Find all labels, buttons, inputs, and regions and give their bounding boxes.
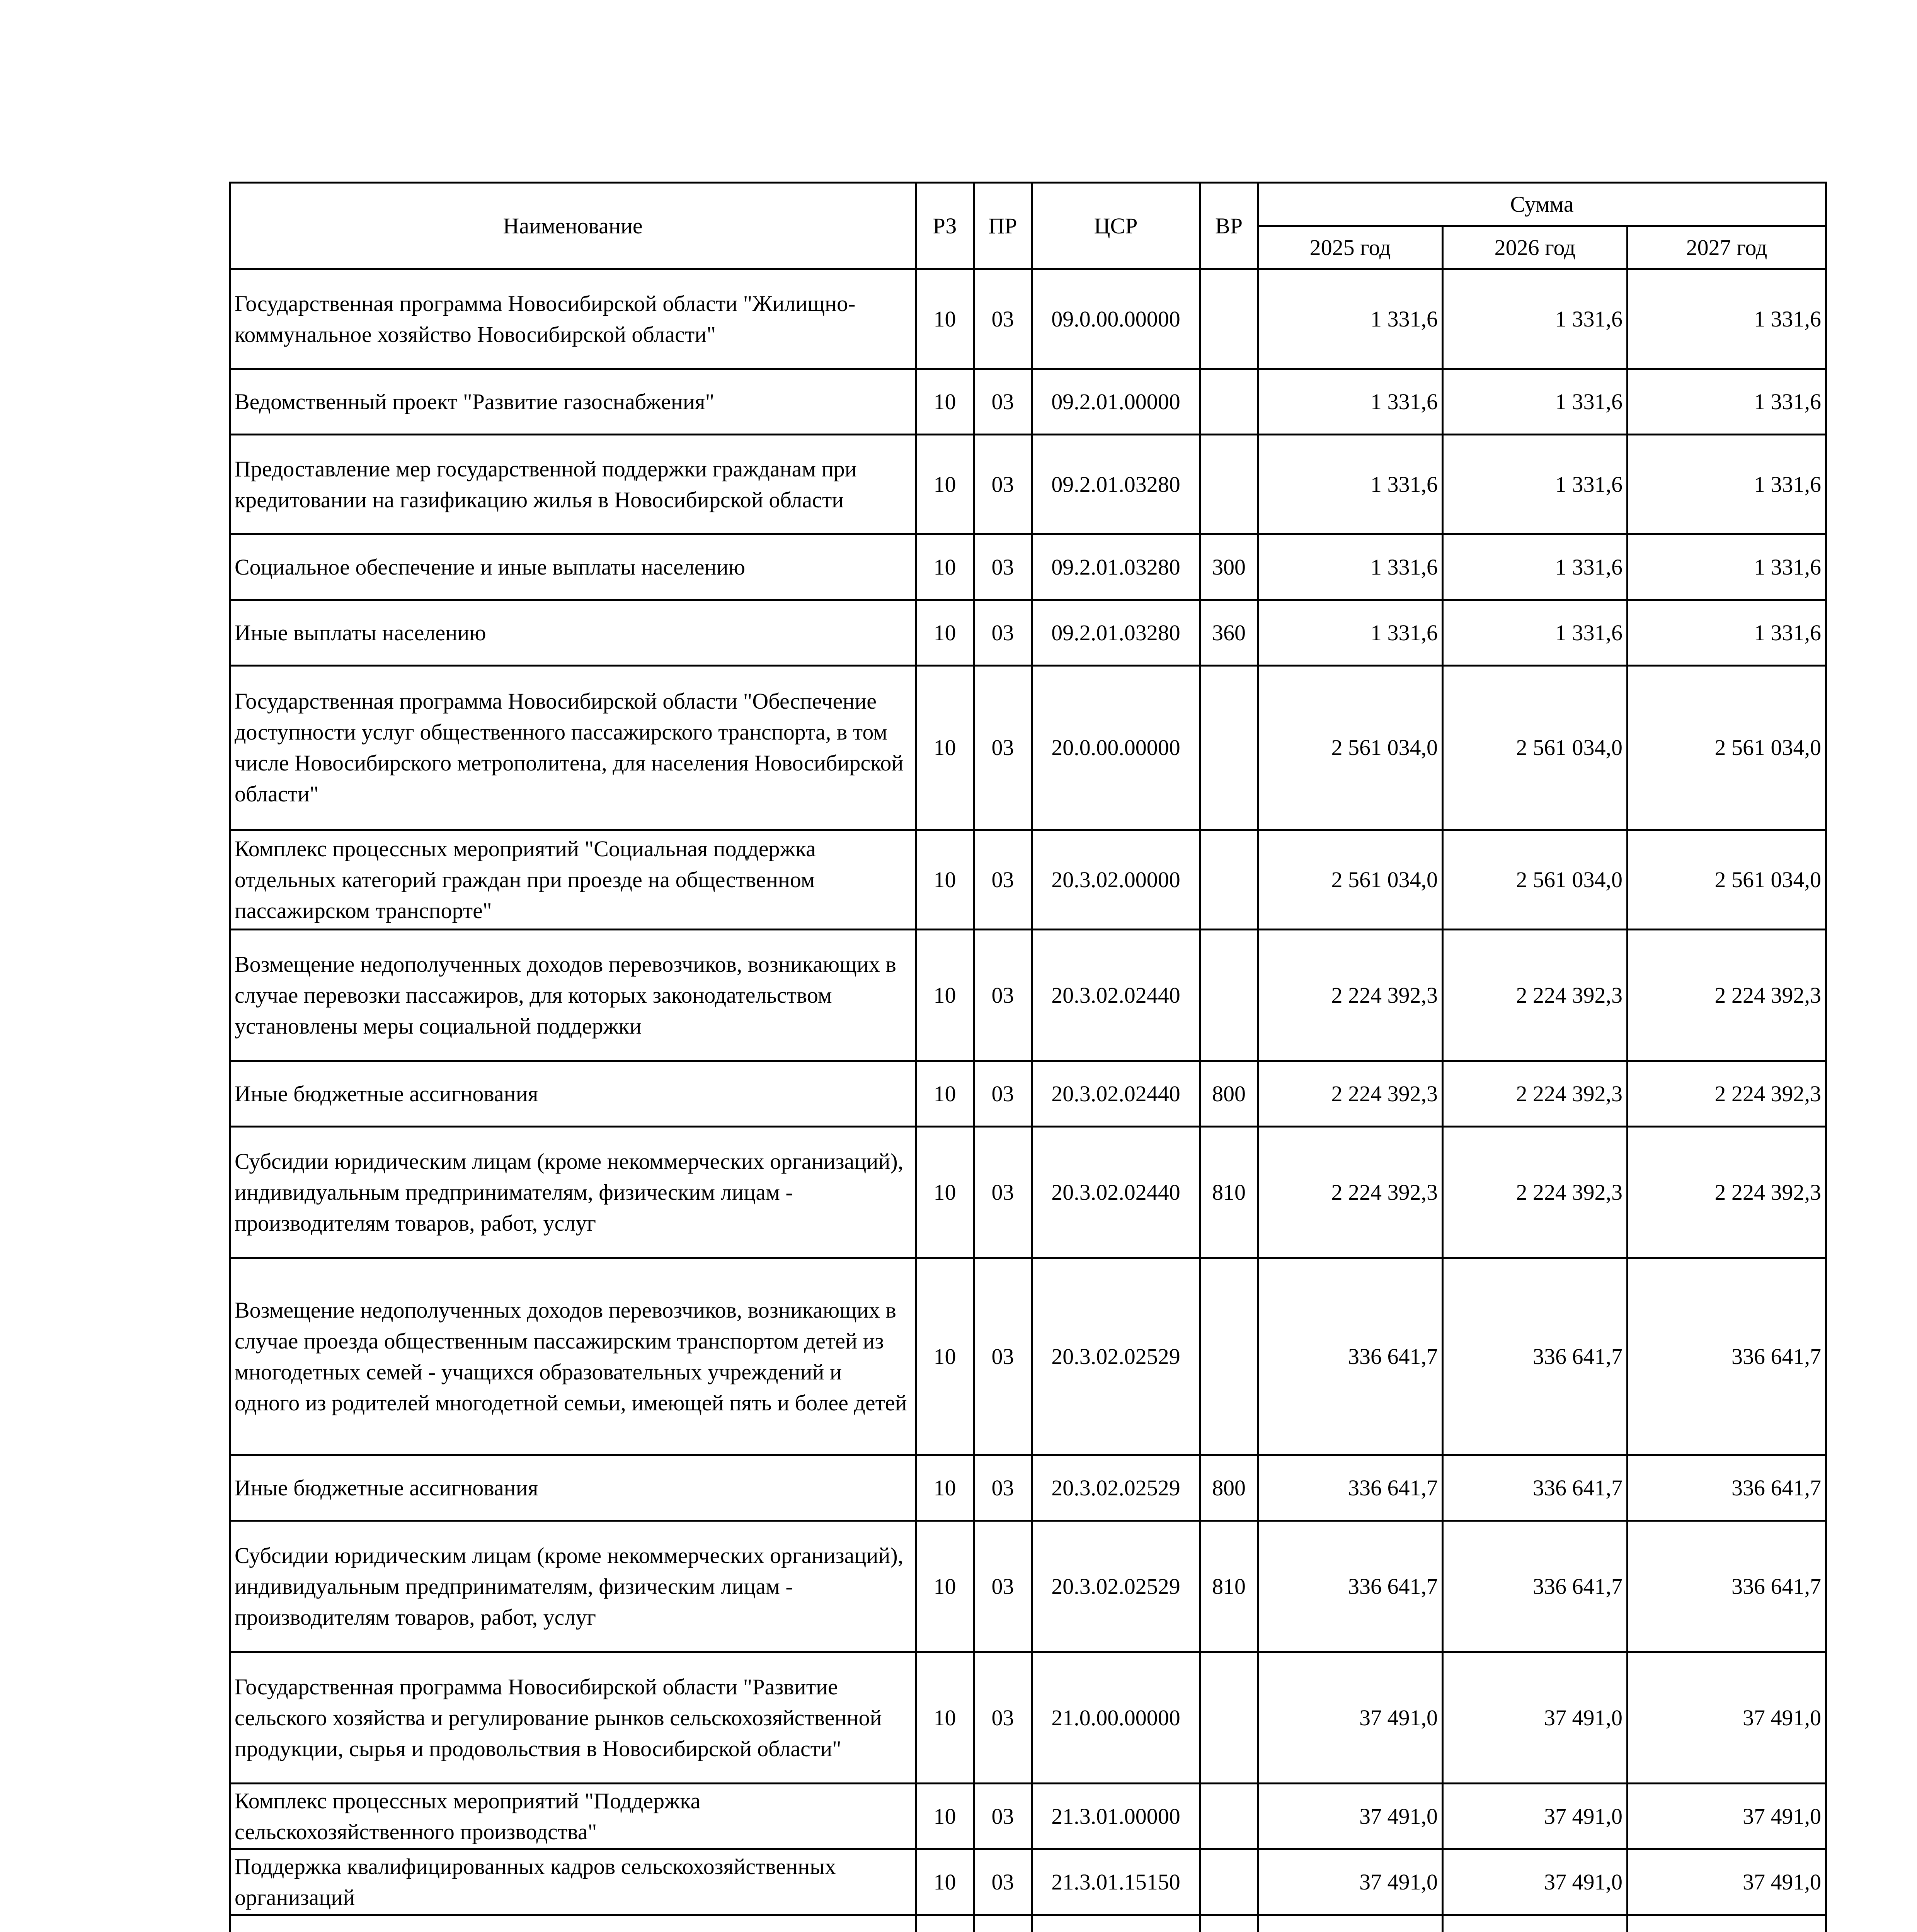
row-2026: 1 331,6 (1443, 369, 1628, 435)
row-csr: 20.3.02.02440 (1032, 1061, 1200, 1127)
row-pr: 03 (974, 600, 1032, 666)
row-name: Поддержка квалифицированных кадров сельскохозяйственных организаций (230, 1849, 916, 1915)
table-row (230, 600, 1826, 666)
row-vr (1200, 1784, 1258, 1849)
table-row (230, 1061, 1826, 1127)
row-name: Субсидии юридическим лицам (кроме некоммерческих организаций), индивидуальным предпринимателям, физическим лицам - производителям товаров, работ, услуг (230, 1127, 916, 1258)
row-csr: 20.3.02.02529 (1032, 1455, 1200, 1521)
table-row (230, 1127, 1826, 1258)
row-pr: 03 (974, 1455, 1032, 1521)
table-row (230, 1652, 1826, 1784)
row-2026: 336 641,7 (1443, 1455, 1628, 1521)
row-2027: 1 331,6 (1628, 269, 1826, 369)
row-name: Иные выплаты населению (230, 600, 916, 666)
row-2026: 1 331,6 (1443, 435, 1628, 534)
row-name: Комплекс процессных мероприятий "Поддержка сельскохозяйственного производства" (230, 1784, 916, 1849)
row-pr: 03 (974, 1784, 1032, 1849)
row-2026: 37 491,0 (1443, 1652, 1628, 1784)
budget-table (229, 182, 1827, 1932)
row-vr (1200, 666, 1258, 830)
row-rz (916, 1915, 974, 1932)
row-name: Государственная программа Новосибирской области "Жилищно-коммунальное хозяйство Новосибирской области" (230, 269, 916, 369)
row-2027: 37 491,0 (1628, 1784, 1826, 1849)
row-2026: 2 561 034,0 (1443, 830, 1628, 930)
row-2027 (1628, 1915, 1826, 1932)
row-vr: 810 (1200, 1127, 1258, 1258)
row-rz: 10 (916, 1849, 974, 1915)
row-vr (1200, 1915, 1258, 1932)
row-csr: 20.3.02.02440 (1032, 1127, 1200, 1258)
row-name: Возмещение недополученных доходов перевозчиков, возникающих в случае проезда общественным пассажирским транспортом детей из многодетных семей - учащихся образовательных учреждений и одного из родителей многодетной семьи, имеющей пять и более детей (230, 1258, 916, 1455)
row-2026: 2 224 392,3 (1443, 1061, 1628, 1127)
row-name: Иные бюджетные ассигнования (230, 1061, 916, 1127)
table-row (230, 435, 1826, 534)
row-2026: 37 491,0 (1443, 1784, 1628, 1849)
row-2025: 2 224 392,3 (1258, 930, 1443, 1061)
table-row (230, 534, 1826, 600)
row-2025: 1 331,6 (1258, 435, 1443, 534)
row-csr: 21.0.00.00000 (1032, 1652, 1200, 1784)
row-csr: 20.3.02.00000 (1032, 830, 1200, 930)
row-pr: 03 (974, 830, 1032, 930)
table-row (230, 269, 1826, 369)
row-2025: 336 641,7 (1258, 1521, 1443, 1652)
table-row (230, 1455, 1826, 1521)
row-2027: 2 561 034,0 (1628, 830, 1826, 930)
row-rz: 10 (916, 1455, 974, 1521)
row-2026: 336 641,7 (1443, 1258, 1628, 1455)
header-2025: 2025 год (1258, 226, 1443, 269)
row-csr: 09.2.01.03280 (1032, 534, 1200, 600)
row-csr: 09.0.00.00000 (1032, 269, 1200, 369)
header-name: Наименование (230, 183, 916, 269)
row-rz: 10 (916, 534, 974, 600)
row-2026: 2 561 034,0 (1443, 666, 1628, 830)
row-pr: 03 (974, 435, 1032, 534)
row-2026: 2 224 392,3 (1443, 1127, 1628, 1258)
row-rz: 10 (916, 830, 974, 930)
header-csr: ЦСР (1032, 183, 1200, 269)
row-2026: 2 224 392,3 (1443, 930, 1628, 1061)
row-2026: 37 491,0 (1443, 1849, 1628, 1915)
row-2025: 2 561 034,0 (1258, 830, 1443, 930)
row-name: Комплекс процессных мероприятий "Социальная поддержка отдельных категорий граждан при проезде на общественном пассажирском транспорте" (230, 830, 916, 930)
row-pr: 03 (974, 1652, 1032, 1784)
row-vr (1200, 830, 1258, 930)
table-row (230, 1521, 1826, 1652)
row-2026: 1 331,6 (1443, 534, 1628, 600)
row-rz: 10 (916, 1521, 974, 1652)
row-pr: 03 (974, 1258, 1032, 1455)
row-csr: 09.2.01.03280 (1032, 435, 1200, 534)
row-2026: 1 331,6 (1443, 269, 1628, 369)
row-rz: 10 (916, 1258, 974, 1455)
row-2027: 1 331,6 (1628, 369, 1826, 435)
row-rz: 10 (916, 600, 974, 666)
row-vr (1200, 435, 1258, 534)
table-row (230, 1849, 1826, 1915)
header-pr: ПР (974, 183, 1032, 269)
row-csr: 21.3.01.15150 (1032, 1849, 1200, 1915)
row-vr: 360 (1200, 600, 1258, 666)
table-row (230, 930, 1826, 1061)
row-vr (1200, 369, 1258, 435)
row-pr: 03 (974, 369, 1032, 435)
row-2025: 37 491,0 (1258, 1652, 1443, 1784)
row-csr (1032, 1915, 1200, 1932)
row-csr: 21.3.01.00000 (1032, 1784, 1200, 1849)
row-pr (974, 1915, 1032, 1932)
row-2027: 1 331,6 (1628, 534, 1826, 600)
row-2027: 2 224 392,3 (1628, 930, 1826, 1061)
row-vr (1200, 930, 1258, 1061)
row-rz: 10 (916, 369, 974, 435)
row-name: Субсидии юридическим лицам (кроме некоммерческих организаций), индивидуальным предпринимателям, физическим лицам - производителям товаров, работ, услуг (230, 1521, 916, 1652)
header-sum: Сумма (1258, 183, 1826, 226)
table-row (230, 369, 1826, 435)
row-2025 (1258, 1915, 1443, 1932)
row-name: Социальное обеспечение и иные выплаты населению (230, 534, 916, 600)
row-name: Иные бюджетные ассигнования (230, 1455, 916, 1521)
row-2027: 1 331,6 (1628, 600, 1826, 666)
row-rz: 10 (916, 435, 974, 534)
row-pr: 03 (974, 1127, 1032, 1258)
row-2026 (1443, 1915, 1628, 1932)
row-pr: 03 (974, 1849, 1032, 1915)
row-pr: 03 (974, 534, 1032, 600)
row-2025: 336 641,7 (1258, 1258, 1443, 1455)
row-rz: 10 (916, 269, 974, 369)
row-2027: 336 641,7 (1628, 1258, 1826, 1455)
row-vr: 800 (1200, 1061, 1258, 1127)
row-csr: 20.3.02.02440 (1032, 930, 1200, 1061)
row-csr: 20.3.02.02529 (1032, 1521, 1200, 1652)
row-csr: 09.2.01.00000 (1032, 369, 1200, 435)
row-rz: 10 (916, 1784, 974, 1849)
row-pr: 03 (974, 930, 1032, 1061)
row-2027: 1 331,6 (1628, 435, 1826, 534)
row-csr: 20.3.02.02529 (1032, 1258, 1200, 1455)
header-2027: 2027 год (1628, 226, 1826, 269)
row-vr: 810 (1200, 1521, 1258, 1652)
table-row (230, 666, 1826, 830)
row-rz: 10 (916, 666, 974, 830)
row-2027: 37 491,0 (1628, 1849, 1826, 1915)
row-name: Государственная программа Новосибирской области "Обеспечение доступности услуг общественного пассажирского транспорта, в том числе Новосибирского метрополитена, для населения Новосибирской области" (230, 666, 916, 830)
row-2027: 2 224 392,3 (1628, 1061, 1826, 1127)
row-vr (1200, 1849, 1258, 1915)
row-pr: 03 (974, 1521, 1032, 1652)
table-row (230, 830, 1826, 930)
row-2025: 2 224 392,3 (1258, 1061, 1443, 1127)
row-2027: 2 561 034,0 (1628, 666, 1826, 830)
row-vr (1200, 269, 1258, 369)
row-2025: 37 491,0 (1258, 1784, 1443, 1849)
row-pr: 03 (974, 269, 1032, 369)
table-row (230, 1915, 1826, 1932)
table-row (230, 1784, 1826, 1849)
row-2025: 1 331,6 (1258, 269, 1443, 369)
row-2025: 1 331,6 (1258, 600, 1443, 666)
row-2027: 336 641,7 (1628, 1455, 1826, 1521)
table-body (230, 269, 1826, 1932)
row-rz: 10 (916, 1652, 974, 1784)
row-vr (1200, 1652, 1258, 1784)
row-name: Государственная программа Новосибирской области "Развитие сельского хозяйства и регулирование рынков сельскохозяйственной продукции, сырья и продовольствия в Новосибирской области" (230, 1652, 916, 1784)
row-vr (1200, 1258, 1258, 1455)
row-pr: 03 (974, 1061, 1032, 1127)
row-2026: 1 331,6 (1443, 600, 1628, 666)
row-csr: 09.2.01.03280 (1032, 600, 1200, 666)
row-2025: 1 331,6 (1258, 369, 1443, 435)
row-rz: 10 (916, 1127, 974, 1258)
row-name (230, 1915, 916, 1932)
header-2026: 2026 год (1443, 226, 1628, 269)
row-rz: 10 (916, 930, 974, 1061)
row-name: Ведомственный проект "Развитие газоснабжения" (230, 369, 916, 435)
row-vr: 300 (1200, 534, 1258, 600)
row-rz: 10 (916, 1061, 974, 1127)
table-row (230, 1258, 1826, 1455)
row-2027: 37 491,0 (1628, 1652, 1826, 1784)
row-pr: 03 (974, 666, 1032, 830)
row-2025: 2 224 392,3 (1258, 1127, 1443, 1258)
row-2025: 2 561 034,0 (1258, 666, 1443, 830)
row-2027: 2 224 392,3 (1628, 1127, 1826, 1258)
row-name: Возмещение недополученных доходов перевозчиков, возникающих в случае перевозки пассажиров, для которых законодательством установлены меры социальной поддержки (230, 930, 916, 1061)
row-vr: 800 (1200, 1455, 1258, 1521)
row-2026: 336 641,7 (1443, 1521, 1628, 1652)
row-2025: 1 331,6 (1258, 534, 1443, 600)
row-name: Предоставление мер государственной поддержки гражданам при кредитовании на газификацию жилья в Новосибирской области (230, 435, 916, 534)
header-vr: ВР (1200, 183, 1258, 269)
row-csr: 20.0.00.00000 (1032, 666, 1200, 830)
row-2025: 37 491,0 (1258, 1849, 1443, 1915)
row-2025: 336 641,7 (1258, 1455, 1443, 1521)
header-rz: РЗ (916, 183, 974, 269)
row-2027: 336 641,7 (1628, 1521, 1826, 1652)
